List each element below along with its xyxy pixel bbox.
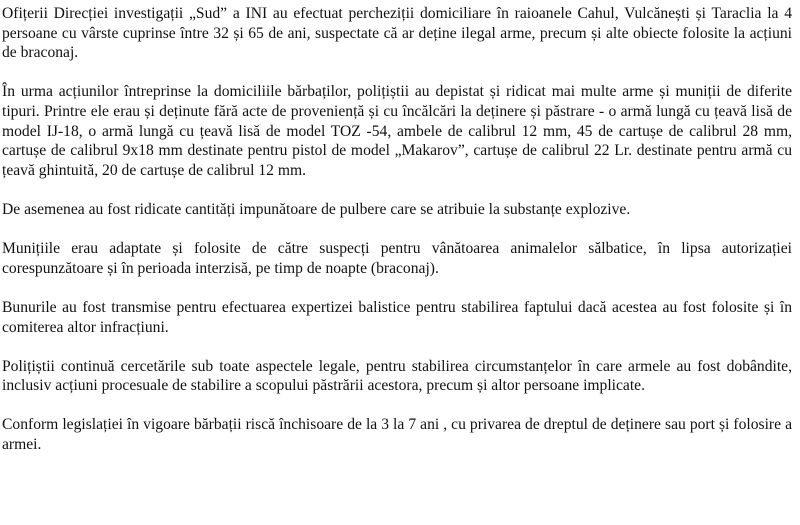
paragraph-ballistic-expertise: Bunurile au fost transmise pentru efectuarea expertizei balistice pentru stabilirea faptului dacă acestea au fost folosite și în comiterea altor infracțiuni. bbox=[2, 298, 792, 336]
paragraph-gunpowder: De asemenea au fost ridicate cantități impunătoare de pulbere care se atribuie la substanțe explozive. bbox=[2, 200, 631, 218]
paragraph-weapons-seized: În urma acțiunilor întreprinse la domiciliile bărbaților, polițiștii au depistat și ridicat mai multe arme și muniții de diferite tipuri. Printre ele erau și deținute fără acte de proveniență și cu încălcări la deținere și păstrare - o armă lungă cu țeavă lisă de model IJ-18, o armă lungă cu țeavă lisă de model TOZ -54, ambele de calibrul 12 mm, 45 de cartușe de calibrul 28 mm, cartușe de calibrul 9x18 mm destinate pentru pistol de model „Makarov”, cartușe de calibrul 22 Lr. destinate pentru armă cu țeavă ghintuită, 20 de cartușe de calibrul 12 mm. bbox=[2, 83, 792, 179]
paragraph-searches: Ofițerii Direcției investigații „Sud” a INI au efectuat percheziții domiciliare în raioanele Cahul, Vulcănești și Taraclia la 4 persoane cu vârste cuprinse între 32 și 65 de ani, suspectate că ar deține ilegal arme, precum și alte obiecte folosite la acțiuni de braconaj. bbox=[2, 5, 792, 62]
paragraph-penalty: Conform legislației în vigoare bărbații riscă închisoare de la 3 la 7 ani , cu privarea de dreptul de deținere sau port și folosire a armei. bbox=[2, 416, 792, 454]
paragraph-investigation: Polițiștii continuă cercetările sub toate aspectele legale, pentru stabilirea circumstanțelor în care armele au fost dobândite, inclusiv acțiuni procesuale de stabilire a scopului păstrării acestora, precum și altor persoane implicate. bbox=[2, 357, 792, 395]
paragraph-poaching: Munițiile erau adaptate și folosite de către suspecți pentru vânătoarea animalelor sălbatice, în lipsa autorizației corespunzătoare și în perioada interzisă, pe timp de noapte (braconaj). bbox=[2, 240, 792, 277]
